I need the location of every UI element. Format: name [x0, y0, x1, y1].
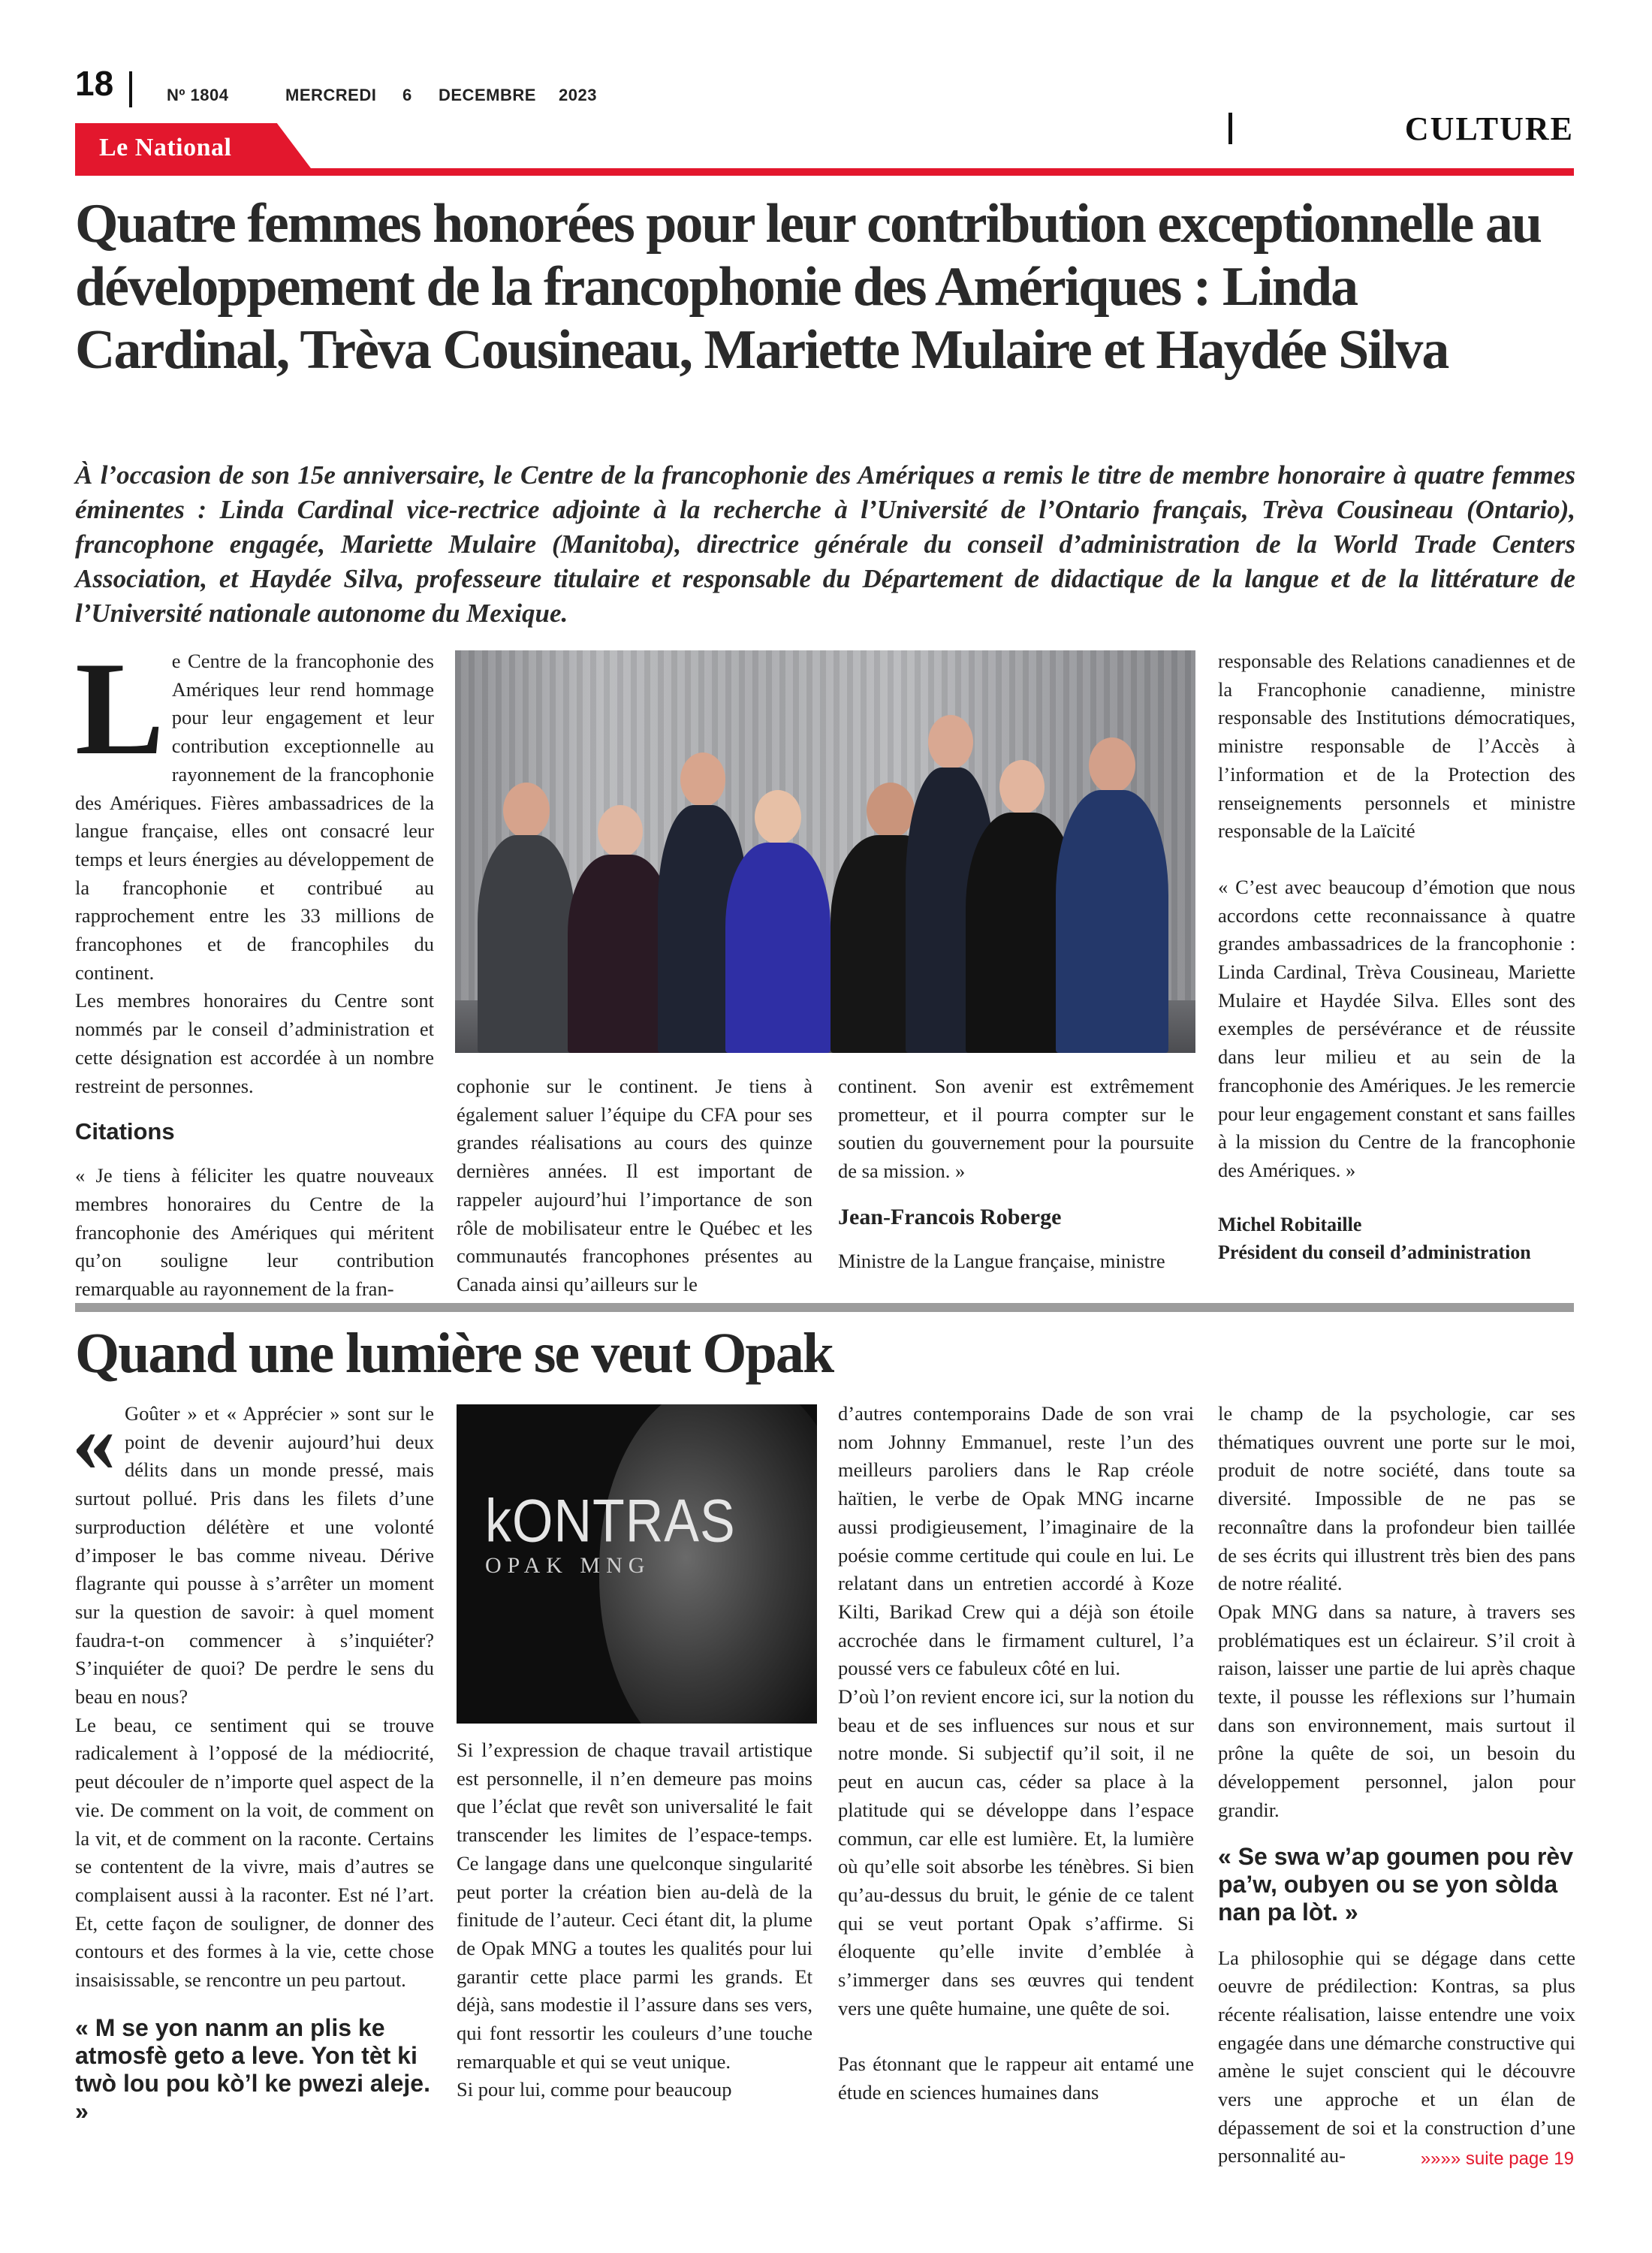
article1-paragraph-1: e Centre de la francophonie des Amériques leur rend hommage pour leur engagement et leur contribution exceptionnelle au rayonnement de la francophonie des Amériques. Fières ambassadrices de la langue française, elles ont consacré leur temps et leurs énergies au développement de la francophonie et contribué au rapprochement entre les 33 millions de francophones et de francophiles du continent. [75, 650, 434, 984]
date-month: DECEMBRE [439, 86, 536, 104]
article2-paragraph-2: Le beau, ce sentiment qui se trouve radicalement à l’opposé de la médiocrité, peut découler de n’importe quel aspect de la vie. De comment on la voit, de comment on la vit, et de comment on la raconte. Certains se contentent de la vivre, mais d’autres se complaisent aussi à la raconter. Est né l’art. Et, cette façon de souligner, de donner des contours et des formes à la vie, cette chose insaisissable, se rencontre un peu partout. [75, 1713, 434, 1992]
pull-quote-1: « M se yon nanm an plis ke atmosfè geto a leve. Yon tèt ki twò lou pou kò’l ke pwezi aleje. » [75, 2013, 430, 2125]
article2-paragraph-6: D’où l’on revient encore ici, sur la notion du beau et de ses influences sur nous et sur notre monde. Si subjectif qu’il soit, il ne peut en aucun cas, céder sa place à la platitude qui se développe dans l’espace commun, car elle est lumière. Et, la lumière où qu’elle soit absorbe les ténèbres. Si bien qu’au-dessus du bruit, le génie de ce talent qui se veut portant Opak s’affirme. Si éloquente qu’elle invite d’emblée à s’immerger dans ses œuvres qui tendent vers une quête humaine, une quête de soi. [838, 1685, 1194, 2019]
article1-paragraph-2: Les membres honoraires du Centre sont nommés par le conseil d’administration et cette désignation est accordée à un nombre restreint de personnes. [75, 989, 434, 1097]
signatory2-title: Président du conseil d’administration [1218, 1241, 1531, 1263]
album-cover [457, 1404, 817, 1724]
group-photo [455, 650, 1195, 1053]
section-title: CULTURE [1404, 110, 1574, 147]
article2-paragraph-8: le champ de la psychologie, car ses thématiques ouvrent une porte sur le moi, produit de notre société, dans toute sa diversité. Impossible de ne pas se reconnaître dans la profondeur bien taillée de ses écrits qui illustrent très bien des pans de notre réalité. [1218, 1402, 1575, 1595]
page-number: 18 [75, 64, 114, 103]
article2-paragraph-7: Pas étonnant que le rappeur ait entamé une étude en sciences humaines dans [838, 2052, 1194, 2104]
opening-quote-mark: « [72, 1394, 116, 1490]
article2-paragraph-9: Opak MNG dans sa nature, à travers ses problématiques est un éclaireur. S’il croit à raison, laisser une partie de lui après chaque texte, il pousse les réflexions sur l’humain dans son environnement, mais surtout il prône la quête de soi, un besoin du développement personnel, jalon pour grandir. [1218, 1600, 1575, 1821]
article-divider [75, 1303, 1574, 1312]
article2-column-2 [457, 1736, 812, 2104]
article1-standfirst: À l’occasion de son 15e anniversaire, le Centre de la francophonie des Amériques a remis le titre de membre honoraire à quatre femmes éminentes : Linda Cardinal vice-rectrice adjointe à la recherche à l’Université de l’Ontario français, Trèva Cousineau (Ontario), francophone engagée, Mariette Mulaire (Manitoba), directrice générale du conseil d’administration de la World Trade Centers Association, et Haydée Silva, professeure titulaire et responsable du Département de didactique de la langue et de la littérature de l’Université nationale autonome du Mexique. [75, 460, 1575, 628]
article1-quote-a-continued: cophonie sur le continent. Je tiens à également saluer l’équipe du CFA pour ses grandes réalisations au cours des quinze dernières années. Il est important de rappeler aujourd’hui l’importance de son rôle de mobilisateur entre le Québec et les communautés francophones présentes au Canada ainsi qu’ailleurs sur le [457, 1075, 812, 1295]
article1-column-4 [1218, 647, 1575, 1266]
date-year: 2023 [559, 86, 597, 104]
issue-number: Nº 1804 [167, 86, 229, 104]
article2-headline: Quand une lumière se veut Opak [75, 1322, 834, 1385]
article1-column-1 [75, 634, 434, 1304]
article2-paragraph-3: Si l’expression de chaque travail artistique est personnelle, il n’en demeure pas moins que l’éclat que revêt son universalité le fait transcender les limites de l’espace-temps. Ce langage dans une quelconque singularité peut porter la création bien au-delà de la finitude de l’auteur. Ceci étant dit, la plume de Opak MNG a toutes les qualités pour lui garantir cette place parmi les grands. Et déjà, sans modestie il l’assure dans ses vers, qui font ressortir les couleurs d’une touche remarquable et qui se veut unique. [457, 1739, 812, 2073]
article1-quote-a-end: continent. Son avenir est extrêmement prometteur, et il pourra compter sur le soutien du gouvernement pour la poursuite de sa mission. » [838, 1075, 1194, 1183]
signatory1-title-continued: responsable des Relations canadiennes et de la Francophonie canadienne, ministre responsable des Institutions démocratiques, ministre responsable de l’Accès à l’information et de la Protection des renseignements personnels et ministre responsable de la Laïcité [1218, 650, 1575, 843]
article1-headline: Quatre femmes honorées pour leur contribution exceptionnelle au développement de la francophonie des Amériques : Linda Cardinal, Trèva Cousineau, Mariette Mulaire et Haydée Silva [75, 193, 1542, 381]
article2-column-1 [72, 1394, 434, 2125]
album-title: kONTRAS [485, 1487, 736, 1555]
pull-quote-2: « Se swa w’ap goumen pou rèv pa’w, oubyen ou se yon sòlda nan pa lòt. » [1218, 1842, 1574, 1926]
dropcap: L [75, 634, 164, 783]
article1-quote-b: « C’est avec beaucoup d’émotion que nous accordons cette reconnaissance à quatre grandes ambassadrices de la francophonie : Linda Cardinal, Trèva Cousineau, Mariette Mulaire et Haydée Silva. Elles sont des exemples de persévérance et de réussite dans leur milieu et au sein de la francophonie des Amériques. Je les remercie pour leur engagement constant et sans failles à la mission du Centre de la francophonie des Amériques. » [1218, 875, 1575, 1181]
continued-on-page-link[interactable]: »»»» suite page 19 [1420, 2149, 1574, 2169]
album-artist: OPAK MNG [485, 1553, 651, 1578]
article2-column-4 [1218, 1400, 1575, 2170]
date-day: MERCREDI [285, 86, 377, 104]
paper-name: Le National [99, 134, 232, 161]
article1-quote-a: « Je tiens à féliciter les quatre nouveaux membres honoraires du Centre de la francophonie des Amériques qui méritent qu’on souligne leur contribution remarquable au rayonnement de la fran- [75, 1164, 434, 1301]
signatory1-name: Jean-Francois Roberge [838, 1204, 1062, 1229]
date-number: 6 [402, 86, 412, 104]
article2-paragraph-5: d’autres contemporains Dade de son vrai nom Johnny Emmanuel, reste l’un des meilleurs paroliers dans le Rap créole haïtien, le verbe de Opak MNG incarne aussi prodigieusement, l’imaginaire de la poésie comme certitude qui coule en lui. Le relatant dans un entretien accordé à Koze Kilti, Barikad Crew qui a déjà son étoile accrochée dans le firmament culturel, l’a poussé vers ce fabuleux côté en lui. [838, 1402, 1194, 1680]
article1-column-2 [457, 1072, 812, 1299]
signatory1-title: Ministre de la Langue française, ministre [838, 1249, 1165, 1272]
article2-paragraph-4: Si pour lui, comme pour beaucoup [457, 2078, 732, 2101]
article1-column-3 [838, 1072, 1194, 1276]
masthead-divider [129, 71, 132, 107]
masthead-rule [75, 168, 1574, 176]
article2-paragraph-10: La philosophie qui se dégage dans cette oeuvre de prédilection: Kontras, sa plus récente réalisation, laisse entendre une voix engagée dans une démarche constructive qui amène le sujet conscient qui le découvre vers une approche et un élan de dépassement de soi et la construction d’une personnalité au- [1218, 1946, 1575, 2167]
article2-column-3 [838, 1400, 1194, 2107]
signatory2-name: Michel Robitaille [1218, 1213, 1362, 1235]
article2-paragraph-1: Goûter » et « Apprécier » sont sur le point de devenir aujourd’hui deux délits dans un monde pressé, mais surtout pollué. Pris dans les filets d’une surproduction délétère et une volonté d’imposer le bas comme niveau. Dérive flagrante qui pousse à s’arrêter un moment sur la question de savoir: à quel moment faudra-t-on commencer à s’inquiéter? S’inquiéter de quoi? De perdre le sens du beau en nous? [75, 1402, 434, 1709]
section-divider [1228, 113, 1232, 144]
article1-subhead: Citations [75, 1118, 175, 1145]
